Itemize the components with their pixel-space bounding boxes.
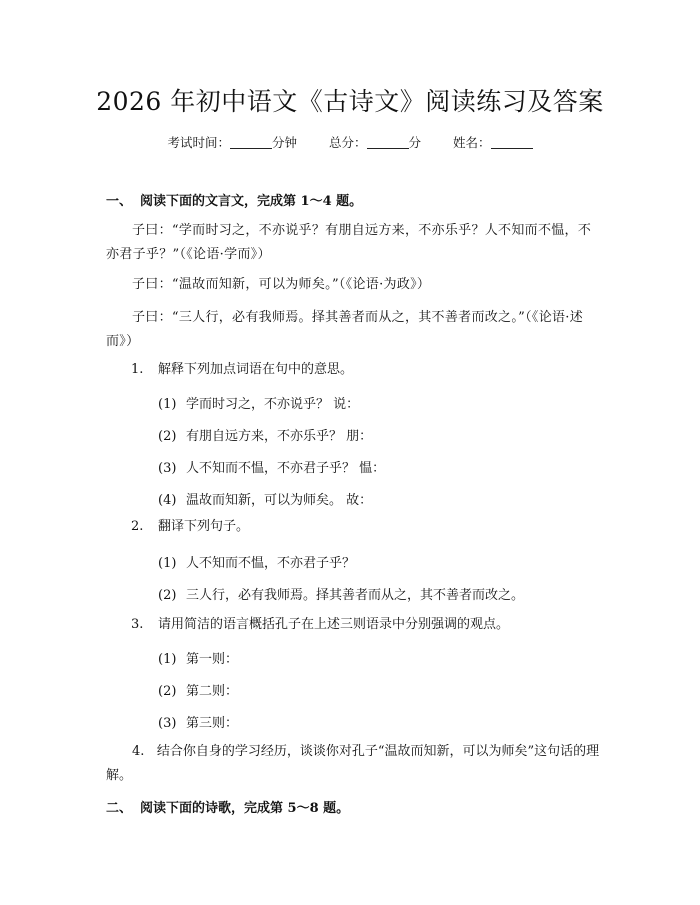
item-number: (1)	[158, 652, 177, 667]
section-number: 二、	[106, 801, 133, 816]
item-number: (3)	[158, 716, 177, 731]
question-number: 1.	[131, 362, 144, 377]
name-blank[interactable]	[491, 136, 533, 149]
item-text: 第一则：	[186, 652, 239, 667]
name-field	[453, 135, 533, 150]
question-number: 4.	[132, 744, 145, 759]
item-number: (3)	[158, 461, 177, 476]
item-text: 三人行，必有我师焉。择其善者而从之，其不善者而改之。	[186, 588, 525, 603]
question-text: 请用简洁的语言概括孔子在上述三则语录中分别强调的观点。	[158, 617, 510, 632]
score-label: 总分：	[328, 135, 367, 150]
item-text: 人不知而不愠，不亦君子乎？ 愠：	[186, 461, 386, 476]
q2-item-1	[158, 552, 598, 571]
question-number: 3.	[131, 617, 144, 632]
exam-meta	[0, 133, 700, 151]
item-text: 学而时习之，不亦说乎？ 说：	[186, 397, 360, 412]
q3-item-3	[158, 712, 598, 731]
q2-item-2	[158, 584, 598, 603]
item-text: 人不知而不愠，不亦君子乎？	[186, 556, 356, 571]
time-label: 考试时间：	[167, 135, 230, 150]
passage-1: 子曰：“学而时习之，不亦说乎？有朋自远方来，不亦乐乎？人不知而不愠，不亦君子乎？”（《论语·学而》）	[106, 223, 592, 262]
score-unit: 分	[408, 135, 422, 150]
question-1	[131, 358, 601, 382]
question-text: 解释下列加点词语在句中的意思。	[158, 362, 354, 377]
item-text: 有朋自远方来，不亦乐乎？ 朋：	[186, 429, 373, 444]
section-1-heading	[106, 190, 362, 209]
item-text: 第二则：	[186, 684, 239, 699]
section-2-heading	[106, 797, 349, 816]
page-title: 2026 年初中语文《古诗文》阅读练习及答案	[96, 87, 604, 116]
question-3	[131, 613, 601, 637]
item-number: (1)	[158, 556, 177, 571]
item-text: 温故而知新，可以为师矣。 故：	[186, 493, 373, 508]
section-number: 一、	[106, 194, 133, 209]
item-number: (4)	[158, 493, 177, 508]
item-text: 第三则：	[186, 716, 239, 731]
question-text: 翻译下列句子。	[158, 519, 250, 534]
item-number: (2)	[158, 684, 177, 699]
section-title: 阅读下面的文言文，完成第 1～4 题。	[140, 194, 363, 209]
name-label: 姓名：	[453, 135, 491, 150]
passage-3: 子曰：“三人行，必有我师焉。择其善者而从之，其不善者而改之。”（《论语·述而》）	[106, 310, 584, 349]
score-field	[329, 135, 425, 150]
time-blank[interactable]	[230, 136, 272, 149]
question-4	[106, 740, 600, 788]
time-unit: 分钟	[271, 135, 297, 150]
score-blank[interactable]	[367, 136, 409, 149]
q3-item-2	[158, 680, 598, 699]
q1-item-4	[158, 489, 598, 508]
q1-item-3	[158, 457, 598, 476]
item-number: (2)	[158, 588, 177, 603]
question-number: 2.	[131, 519, 144, 534]
item-number: (2)	[158, 429, 177, 444]
q1-item-2	[158, 425, 598, 444]
question-text: 结合你自身的学习经历，谈谈你对孔子“温故而知新，可以为师矣”这句话的理解。	[106, 744, 600, 783]
section-title: 阅读下面的诗歌，完成第 5～8 题。	[140, 801, 350, 816]
q1-item-1	[158, 393, 598, 412]
passage-2: 子曰：“温故而知新，可以为师矣。”（《论语·为政》）	[132, 277, 431, 292]
item-number: (1)	[158, 397, 177, 412]
time-field	[167, 135, 301, 150]
question-2	[131, 515, 601, 539]
q3-item-1	[158, 648, 598, 667]
